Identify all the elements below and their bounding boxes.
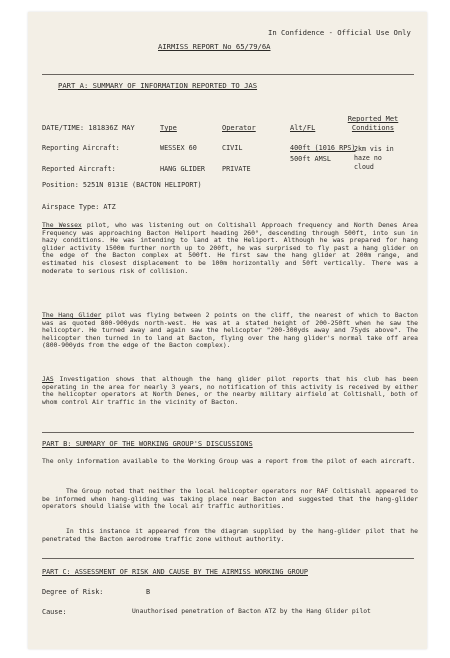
- wessex-paragraph: [42, 222, 418, 275]
- airspace-type: Airspace Type: ATZ: [42, 203, 116, 211]
- col-conditions-header: Reported Met Conditions: [347, 115, 399, 132]
- part-b-paragraph-1: The only information available to the Working Group was a report from the pilot of each aircraft.: [42, 457, 416, 465]
- reported-aircraft-alt: 500ft AMSL: [290, 155, 331, 163]
- hang-glider-lead: The Hang Glider: [42, 311, 102, 319]
- part-b-paragraph-2: The Group noted that neither the local helicopter operators nor RAF Coltishall appeared to be informed when hang-gliding was taking place near Bacton and suggested that the hang-glider operators should liaise with the local air traffic authorities.: [42, 487, 418, 511]
- position: Position: 5251N 0131E (BACTON HELIPORT): [42, 181, 202, 189]
- part-b-paragraph-3: In this instance it appeared from the diagram supplied by the hang-glider pilot that he penetrated the Bacton aerodrome traffic zone without authority.: [42, 527, 418, 543]
- wessex-lead: The Wessex: [42, 221, 82, 229]
- risk-value: B: [146, 588, 151, 596]
- cause-label: Cause:: [42, 608, 67, 616]
- cause-value: Unauthorised penetration of Bacton ATZ by the Hang Glider pilot: [132, 608, 371, 615]
- part-a-heading: PART A: SUMMARY OF INFORMATION REPORTED TO JAS: [58, 81, 258, 90]
- part-c-heading: PART C: ASSESSMENT OF RISK AND CAUSE BY THE AIRMISS WORKING GROUP: [42, 568, 308, 576]
- divider: [42, 74, 414, 75]
- jas-lead: JAS: [42, 375, 54, 383]
- wessex-text: pilot, who was listening out on Coltishall Approach frequency and North Denes Area Frequency was approaching Bacton Heliport heading 260°, descending through 500ft, into sun in hazy conditions. He was intending to land at the Heliport. Although he was prepared for hang glider activity 1500m further north up to 200ft, he was surprised to fly past a hang glider on the edge of the Bacton complex at 500ft. He first saw the hang glider at 200m range, and estimated his closest displacement to be 100m horizontally and 50ft vertically. There was a moderate to serious risk of collision.: [42, 221, 418, 275]
- col-type-header: Type: [160, 124, 177, 132]
- col-alt-header: Alt/FL: [290, 124, 316, 132]
- jas-paragraph: [42, 376, 418, 406]
- risk-label: Degree of Risk:: [42, 588, 104, 596]
- jas-text: Investigation shows that although the hang glider pilot reports that his club has been operating in the area for nearly 3 years, no notification of this activity is received by either the helicopter operators at North Denes, or the nearby military airfield at Coltishall, both of whom control Air traffic in the vicinity of Bacton.: [42, 375, 418, 406]
- reported-aircraft-operator: PRIVATE: [222, 165, 251, 173]
- date-time: DATE/TIME: 181836Z MAY: [42, 124, 135, 132]
- hang-glider-text: pilot was flying between 2 points on the cliff, the nearest of which to Bacton was as quoted 800-900yds north-west. He was at a stated height of 200-250ft when he saw the helicopter. He turned away and again saw the helicopter "200-300yds away and 75yds above". The helicopter then turned in to land at Bacton, flying over the hang glider's normal take off area (800-900yds from the edge of the Bacton complex).: [42, 311, 419, 350]
- reporting-aircraft-label: Reporting Aircraft:: [42, 144, 120, 152]
- reported-aircraft-type: HANG GLIDER: [160, 165, 206, 173]
- report-reference: AIRMISS REPORT No 65/79/6A: [158, 42, 271, 51]
- document-page: [28, 12, 427, 649]
- divider: [42, 558, 414, 559]
- met-conditions: 2km vis in haze no cloud: [354, 145, 394, 171]
- col-operator-header: Operator: [222, 124, 256, 132]
- confidential-note: In Confidence - Official Use Only: [268, 28, 411, 37]
- reported-aircraft-label: Reported Aircraft:: [42, 165, 116, 173]
- hang-glider-paragraph: [42, 312, 418, 350]
- divider: [42, 432, 414, 433]
- reporting-aircraft-type: WESSEX 60: [160, 144, 197, 152]
- reporting-aircraft-operator: CIVIL: [222, 144, 243, 152]
- reporting-aircraft-alt: 400ft (1016 RPS): [290, 144, 356, 152]
- part-b-heading: PART B: SUMMARY OF THE WORKING GROUP'S DISCUSSIONS: [42, 440, 253, 448]
